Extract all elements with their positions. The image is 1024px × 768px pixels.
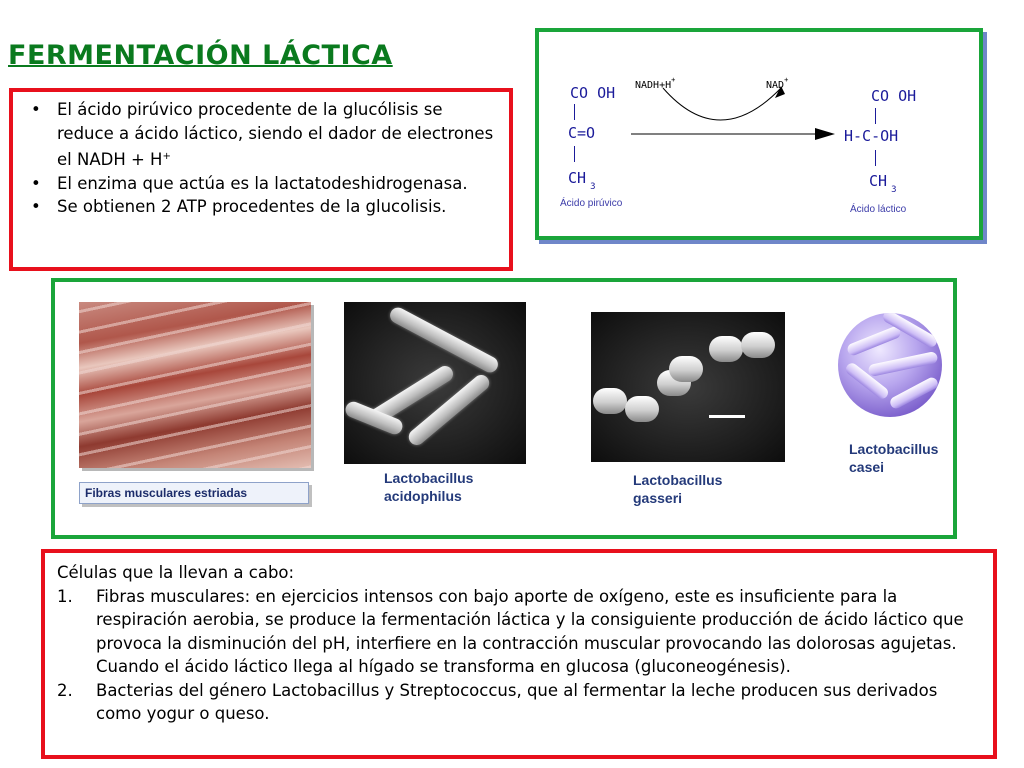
species-label: [384, 469, 473, 505]
methyl-subscript: 3: [590, 182, 596, 192]
bacterium-coccus: [709, 336, 743, 362]
reaction-arrows: [539, 32, 979, 236]
list-item-text: Fibras musculares: en ejercicios intensos con bajo aporte de oxígeno, este es insuficiente para la respiración aerobia, se produce la fermentación láctica y la consiguiente producción de ácido láctico que provoca la disminución del pH, interfiere en la contracción muscular provocando las dolorosas agujetas. Cuando el ácido láctico llega al hígado se transforma en glucosa (gluconeogénesis).: [96, 586, 964, 676]
cells-box: [41, 549, 997, 759]
list-number: 2.: [57, 680, 73, 700]
reaction-arrowhead: [815, 128, 835, 140]
species-epithet: acidophilus: [384, 488, 462, 504]
lactate-methyl: [869, 172, 896, 195]
bullet-text: El ácido pirúvico procedente de la glucólisis se reduce a ácido láctico, siendo el dador de electrones el NADH + H: [57, 100, 494, 169]
species-label: [633, 471, 722, 507]
bond-line: [875, 108, 876, 124]
scale-bar: [709, 415, 745, 418]
species-epithet: casei: [849, 459, 885, 475]
cofactor-nad-text: NAD: [766, 80, 785, 91]
methyl-text: CH: [869, 172, 888, 190]
bacterium-rod: [846, 325, 902, 357]
gasseri-micrograph: [591, 312, 785, 462]
cells-list-item: [57, 679, 981, 726]
cells-intro: Células que la llevan a cabo:: [57, 563, 295, 582]
bacterium-coccus: [669, 356, 703, 382]
reaction-diagram-box: [535, 28, 983, 240]
methyl-subscript: 3: [891, 185, 897, 195]
species-epithet: gasseri: [633, 490, 683, 506]
bullet-text: El enzima que actúa es la lactatodeshidrogenasa.: [57, 173, 468, 193]
species-genus: Lactobacillus: [384, 470, 474, 486]
pyruvate-carboxyl: CO OH: [570, 84, 616, 102]
species-genus: Lactobacillus: [849, 441, 939, 457]
bacterium-rod: [888, 375, 940, 410]
bacterium-coccus: [741, 332, 775, 358]
cofactor-nad-sup: +: [784, 76, 789, 84]
bullet-superscript: +: [162, 151, 171, 162]
bacterium-rod: [868, 351, 939, 377]
muscle-fibers-caption: Fibras musculares estriadas: [79, 482, 309, 504]
cofactor-nadh-sup: +: [671, 76, 676, 84]
muscle-fibers-image: [79, 302, 311, 468]
intro-box: [9, 88, 513, 271]
lactate-caption: Ácido láctico: [850, 204, 907, 215]
cells-list: [45, 585, 993, 726]
list-number: 1.: [57, 586, 73, 606]
acidophilus-micrograph: [344, 302, 526, 464]
bond-line: [875, 150, 876, 166]
page-title: FERMENTACIÓN LÁCTICA: [8, 40, 393, 71]
organisms-images-box: [51, 278, 957, 539]
intro-bullet: [23, 195, 503, 219]
methyl-text: CH: [568, 169, 587, 187]
lactate-hydroxyl: H-C-OH: [844, 127, 899, 145]
casei-micrograph: [838, 313, 942, 417]
species-genus: Lactobacillus: [633, 472, 723, 488]
bacterium-coccus: [593, 388, 627, 414]
pyruvate-caption: Ácido pirúvico: [560, 198, 623, 209]
pyruvate-carbonyl: C=O: [568, 124, 596, 142]
species-label: [849, 440, 938, 476]
cofactor-curved-arrow: [663, 88, 781, 120]
bacterium-coccus: [625, 396, 659, 422]
cofactor-nadh-text: NADH+H: [635, 80, 672, 91]
intro-bullet: [23, 98, 503, 172]
bullet-text: Se obtienen 2 ATP procedentes de la glucolisis.: [57, 197, 447, 216]
list-item-text: Bacterias del género Lactobacillus y Streptococcus, que al fermentar la leche producen sus derivados como yogur o queso.: [96, 680, 938, 723]
intro-bullet: [23, 172, 503, 196]
lactate-carboxyl: CO OH: [871, 87, 917, 105]
intro-bullet-list: [13, 92, 509, 219]
cells-list-item: [57, 585, 981, 679]
